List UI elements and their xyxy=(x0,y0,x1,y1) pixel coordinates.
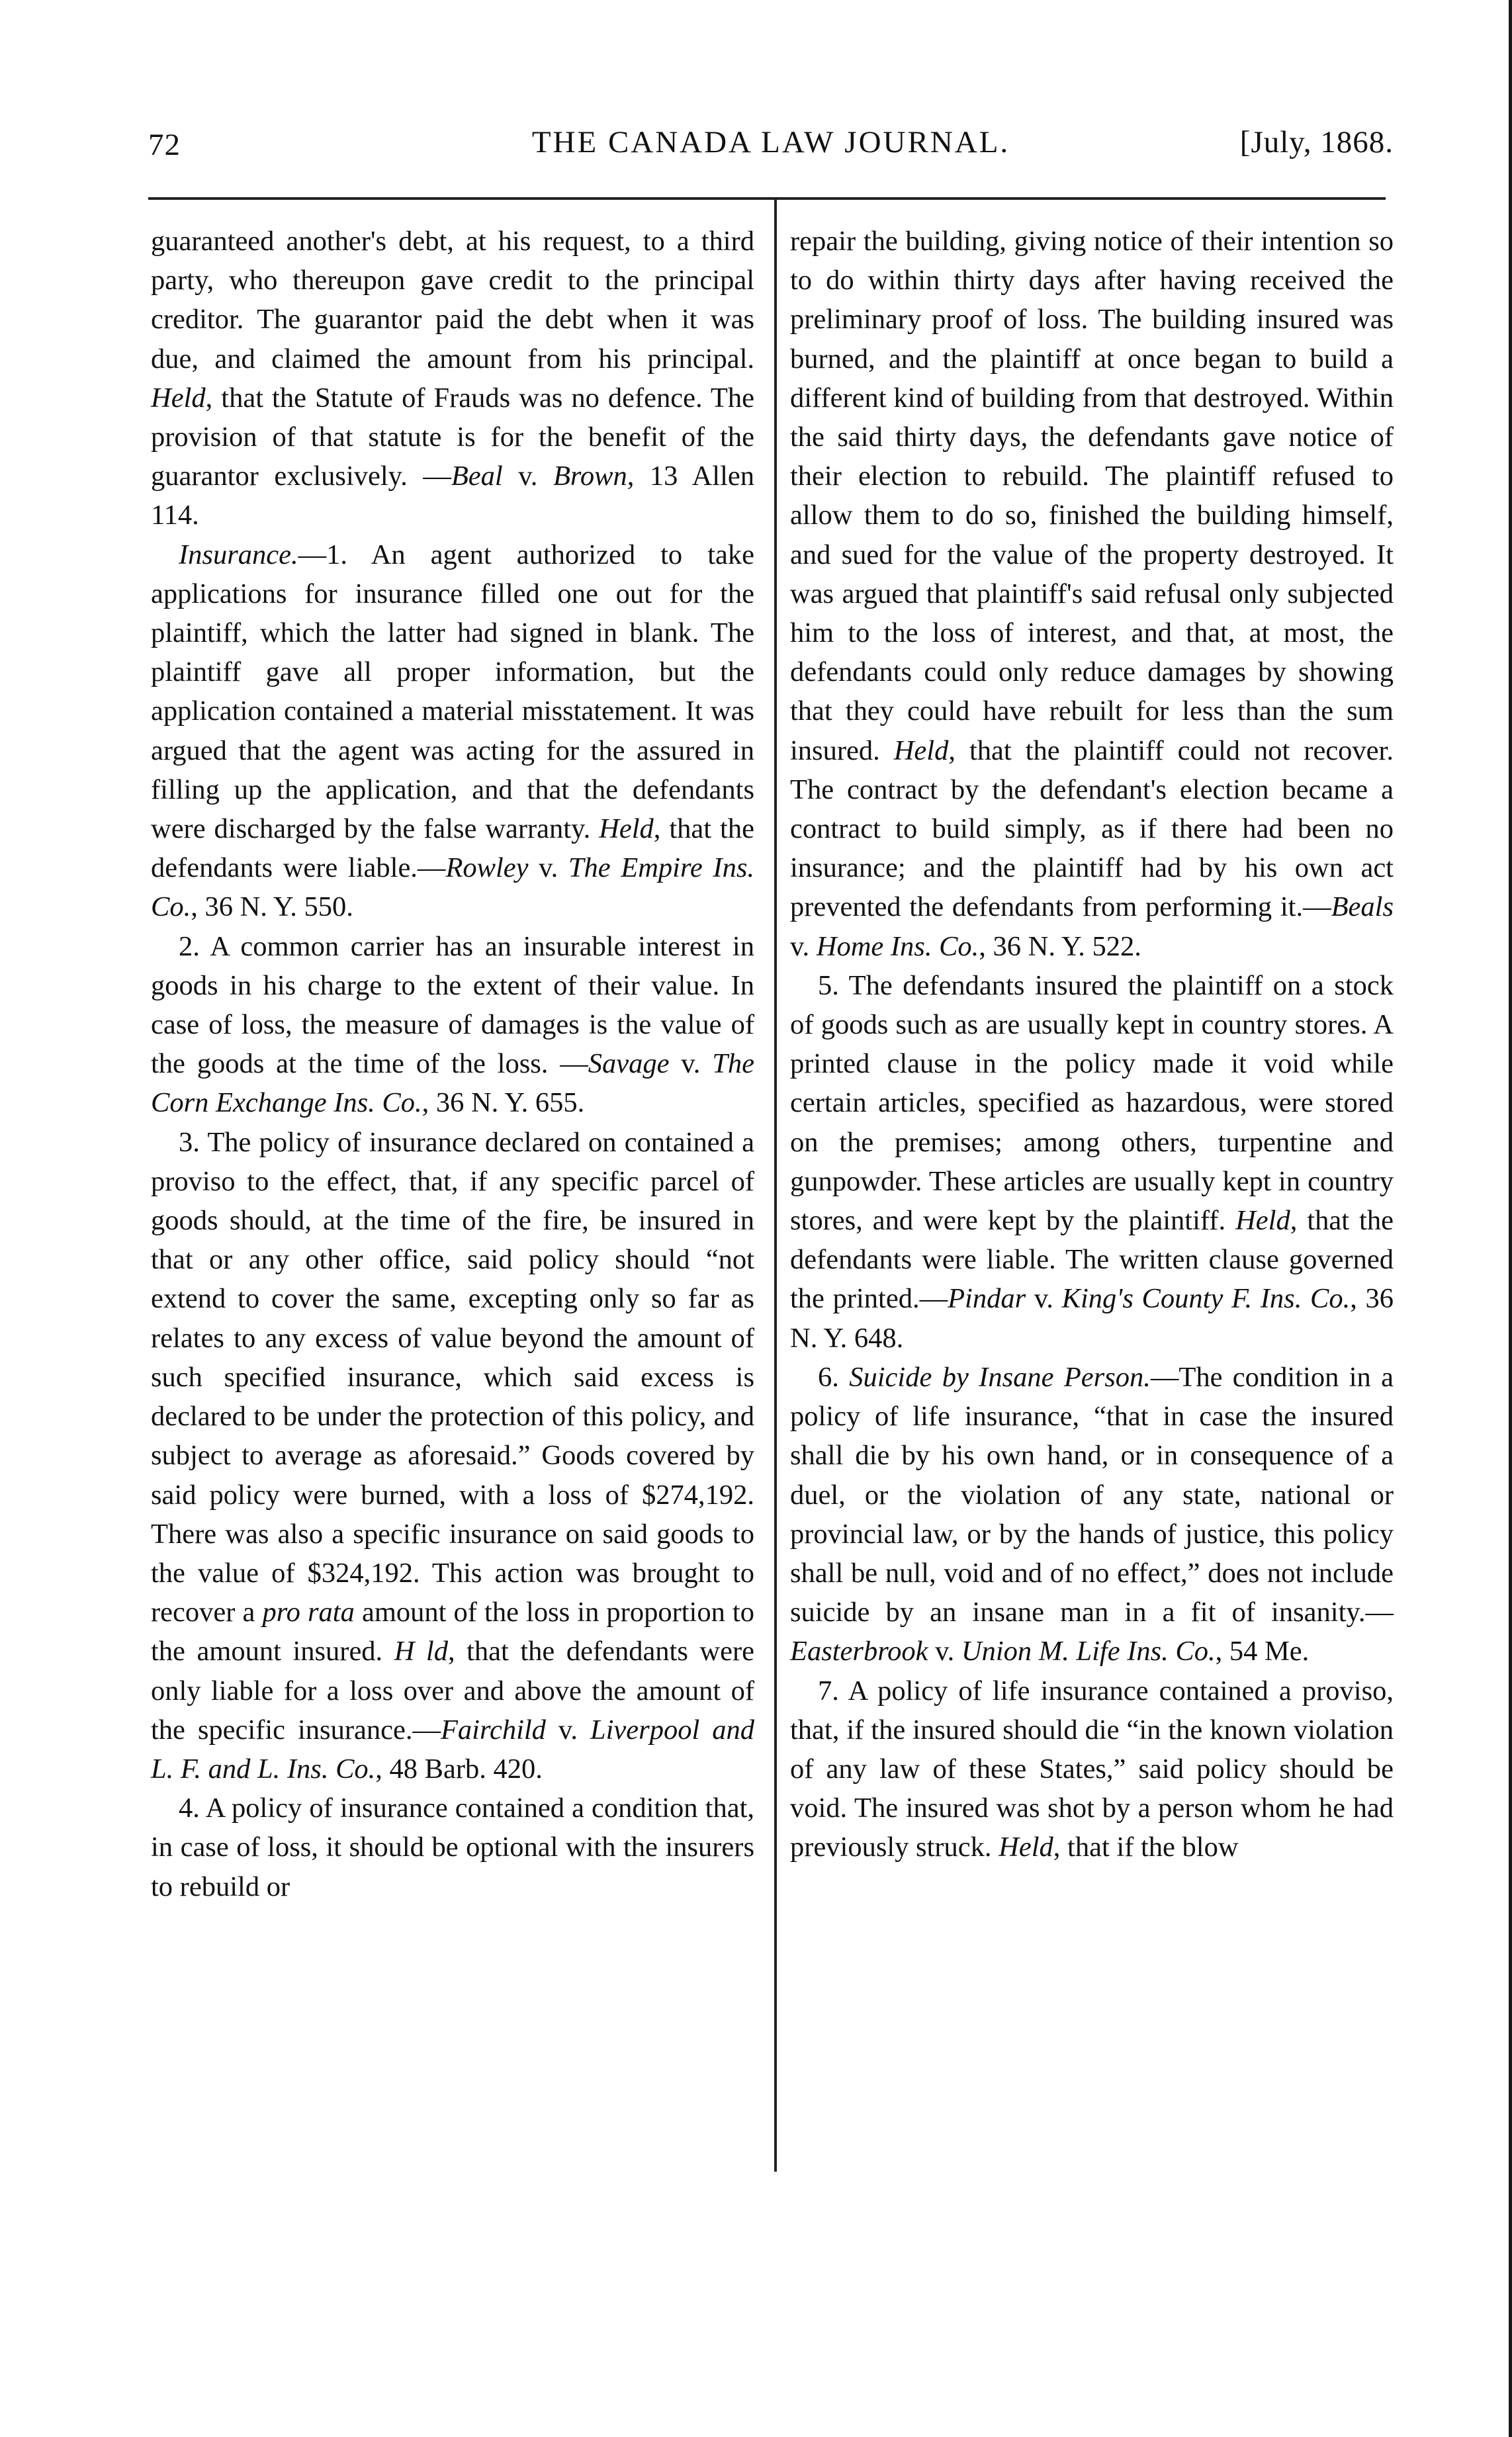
paragraph-insurance-3: 3. The policy of insurance declared on contained a proviso to the effect, that, if any specific parcel of goods should, at the time of the fire, be insured in that or any other office, said policy should “not extend to cover the same, excepting only so far as relates to any excess of value beyond the amount of such specified insurance, which said excess is declared to be under the protection of this policy, and subject to average as aforesaid.” Goods covered by said policy were burned, with a loss of $274,192. There was also a specific insurance on said goods to the value of $324,192. This action was brought to recover a pro rata amount of the loss in proportion to the amount insured. H ld, that the defendants were only liable for a loss over and above the amount of the specific insurance.—Fairchild v. Liverpool and L. F. and L. Ins. Co., 48 Barb. 420. xyxy=(151,1126,755,1785)
header-rule xyxy=(148,197,1386,200)
column-divider xyxy=(774,200,777,2172)
left-column xyxy=(151,222,754,1906)
paragraph-life-7: 7. A policy of life insurance contained a proviso, that, if the insured should die “in the known violation of any law of these States,” said policy should be void. The insured was shot by a person whom he had previously struck. Held, that if the blow xyxy=(790,1675,1394,1863)
paragraph-insurance-2: 2. A common carrier has an insurable interest in goods in his charge to the extent of their value. In case of loss, the measure of damages is the value of the goods at the time of the loss. —Savage v. The Corn Exchange Ins. Co., 36 N. Y. 655. xyxy=(151,930,754,1119)
page-edge xyxy=(1509,0,1512,2437)
right-column xyxy=(790,222,1394,1867)
paragraph-insurance-1: Insurance.—1. An agent authorized to take applications for insurance filled one out for the plaintiff, which the latter had signed in blank. The plaintiff gave all proper information, but the application contained a material misstatement. It was argued that the agent was acting for the assured in filling up the application, and that the defendants were discharged by the false warranty. Held, that the defendants were liable.—Rowley v. The Empire Ins. Co., 36 N. Y. 550. xyxy=(151,539,754,923)
page-number: 72 xyxy=(148,128,181,162)
paragraph-suicide-6: 6. Suicide by Insane Person.—The condition in a policy of life insurance, “that in case the insured shall die by his own hand, or in consequence of a duel, or the violation of any state, national or provincial law, or by the hands of justice, this policy shall be null, void and of no effect,” does not include suicide by an insane man in a fit of insanity.—Easterbrook v. Union M. Life Ins. Co., 54 Me. xyxy=(790,1361,1394,1667)
section-heading-suicide: Suicide by Insane Person. xyxy=(849,1361,1151,1393)
paragraph-insurance-4: 4. A policy of insurance contained a condition that, in case of loss, it should be optional with the insurers to rebuild or xyxy=(151,1793,754,1902)
section-heading-insurance: Insurance. xyxy=(179,539,298,570)
issue-date: [July, 1868. xyxy=(1239,125,1394,159)
page-header xyxy=(146,112,1396,172)
paragraph-guarantor: guaranteed another's debt, at his request, to a third party, who thereupon gave credit to the principal creditor. The guarantor paid the debt when it was due, and claimed the amount from his principal. Held, that the Statute of Frauds was no defence. The provision of that statute is for the benefit of the guarantor exclusively. —Beal v. Brown, 13 Allen 114. xyxy=(151,226,754,531)
journal-title: THE CANADA LAW JOURNAL. xyxy=(531,125,1010,159)
paragraph-rebuild: repair the building, giving notice of their intention so to do within thirty days after having received the preliminary proof of loss. The building insured was burned, and the plaintiff at once began to build a different kind of building from that destroyed. Within the said thirty days, the defendants gave notice of their election to rebuild. The plaintiff refused to allow them to do so, finished the building himself, and sued for the value of the property destroyed. It was argued that plaintiff's said refusal only subjected him to the loss of interest, and that, at most, the defendants could only reduce damages by showing that they could have rebuilt for less than the sum insured. Held, that the plaintiff could not recover. The contract by the defendant's election became a contract to build simply, as if there had been no insurance; and the plaintiff had by his own act prevented the defendants from performing it.—Beals v. Home Ins. Co., 36 N. Y. 522. xyxy=(790,226,1394,962)
paragraph-insurance-5: 5. The defendants insured the plaintiff on a stock of goods such as are usually kept in country stores. A printed clause in the policy made it void while certain articles, specified as hazardous, were stored on the premises; among others, turpentine and gunpowder. These articles are usually kept in country stores, and were kept by the plaintiff. Held, that the defendants were liable. The written clause governed the printed.—Pindar v. King's County F. Ins. Co., 36 N. Y. 648. xyxy=(790,969,1394,1354)
